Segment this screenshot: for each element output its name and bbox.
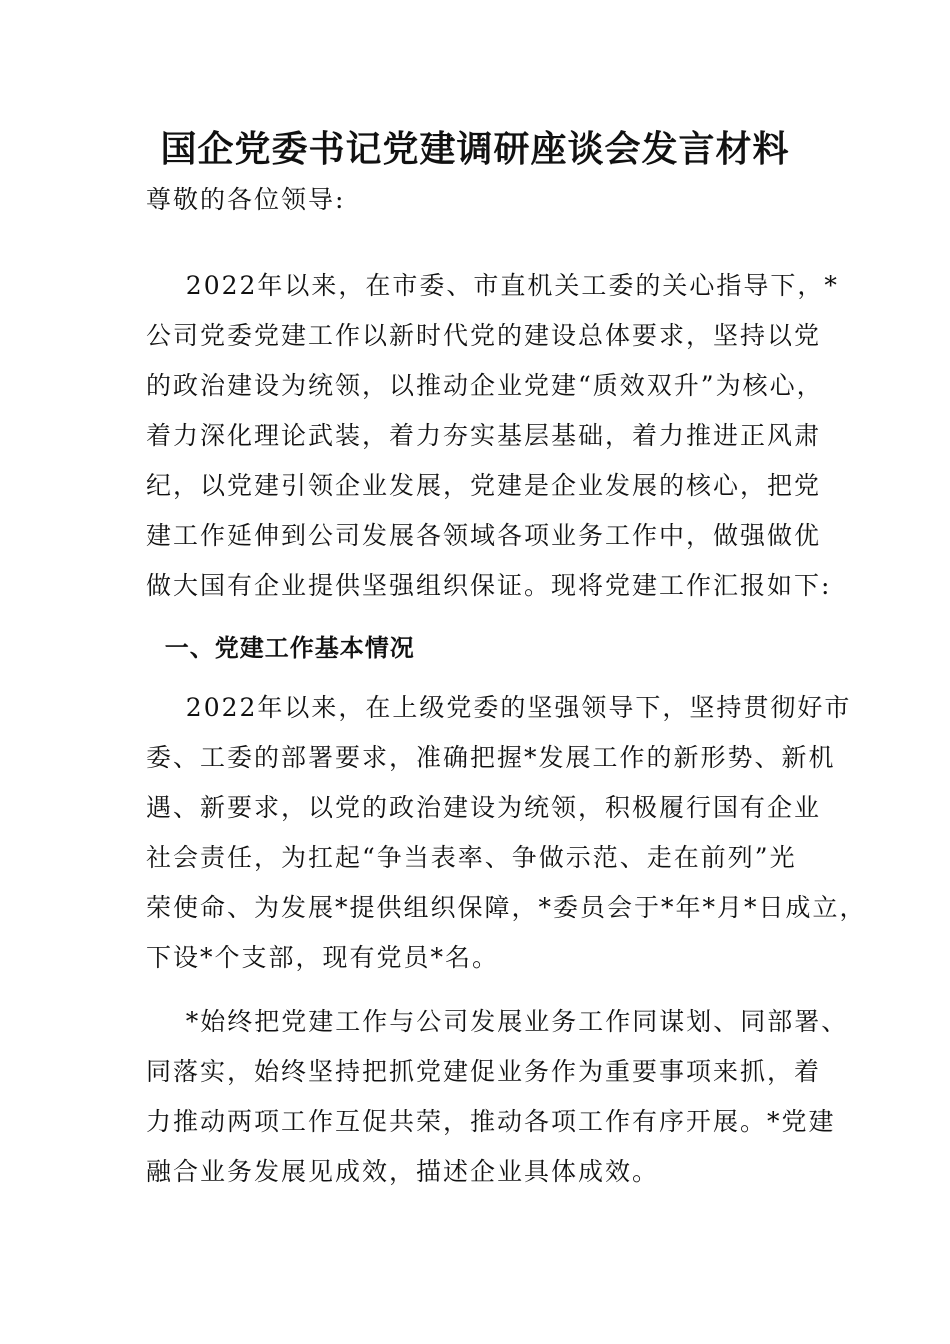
- paragraph-3-line: 融合业务发展见成效，描述企业具体成效。: [146, 1157, 660, 1186]
- paragraph-2-line: 荣使命、为发展*提供组织保障，*委员会于*年*月*日成立，: [146, 893, 867, 922]
- paragraph-2-line: 2022年以来，在上级党委的坚强领导下，坚持贯彻好市: [146, 693, 852, 722]
- paragraph-2-line: 下设*个支部，现有党员*名。: [146, 943, 500, 972]
- paragraph-2-line: 遇、新要求，以党的政治建设为统领，积极履行国有企业: [146, 793, 822, 822]
- paragraph-3-line: 力推动两项工作互促共荣，推动各项工作有序开展。*党建: [146, 1107, 836, 1136]
- paragraph-3-line: 同落实，始终坚持把抓党建促业务作为重要事项来抓，着: [146, 1057, 822, 1086]
- paragraph-1-line: 做大国有企业提供坚强组织保证。现将党建工作汇报如下:: [146, 571, 832, 600]
- paragraph-1-line: 着力深化理论武装，着力夯实基层基础，着力推进正风肃: [146, 421, 822, 450]
- paragraph-2-line: 社会责任，为扛起“争当表率、争做示范、走在前列”光: [146, 843, 797, 872]
- paragraph-2-line: 委、工委的部署要求，准确把握*发展工作的新形势、新机: [146, 743, 836, 772]
- paragraph-3-line: *始终把党建工作与公司发展业务工作同谋划、同部署、: [146, 1007, 849, 1036]
- salutation: 尊敬的各位领导:: [146, 185, 346, 214]
- paragraph-1-line: 建工作延伸到公司发展各领域各项业务工作中，做强做优: [146, 521, 822, 550]
- section-heading: 一、党建工作基本情况: [146, 634, 415, 662]
- paragraph-1-line: 公司党委党建工作以新时代党的建设总体要求，坚持以党: [146, 321, 822, 350]
- document-title: 国企党委书记党建调研座谈会发言材料: [160, 128, 790, 170]
- paragraph-1-line: 纪，以党建引领企业发展，党建是企业发展的核心，把党: [146, 471, 822, 500]
- paragraph-1-line: 的政治建设为统领，以推动企业党建“质效双升”为核心，: [146, 371, 824, 400]
- paragraph-1-line: 2022年以来，在市委、市直机关工委的关心指导下，*: [146, 271, 839, 300]
